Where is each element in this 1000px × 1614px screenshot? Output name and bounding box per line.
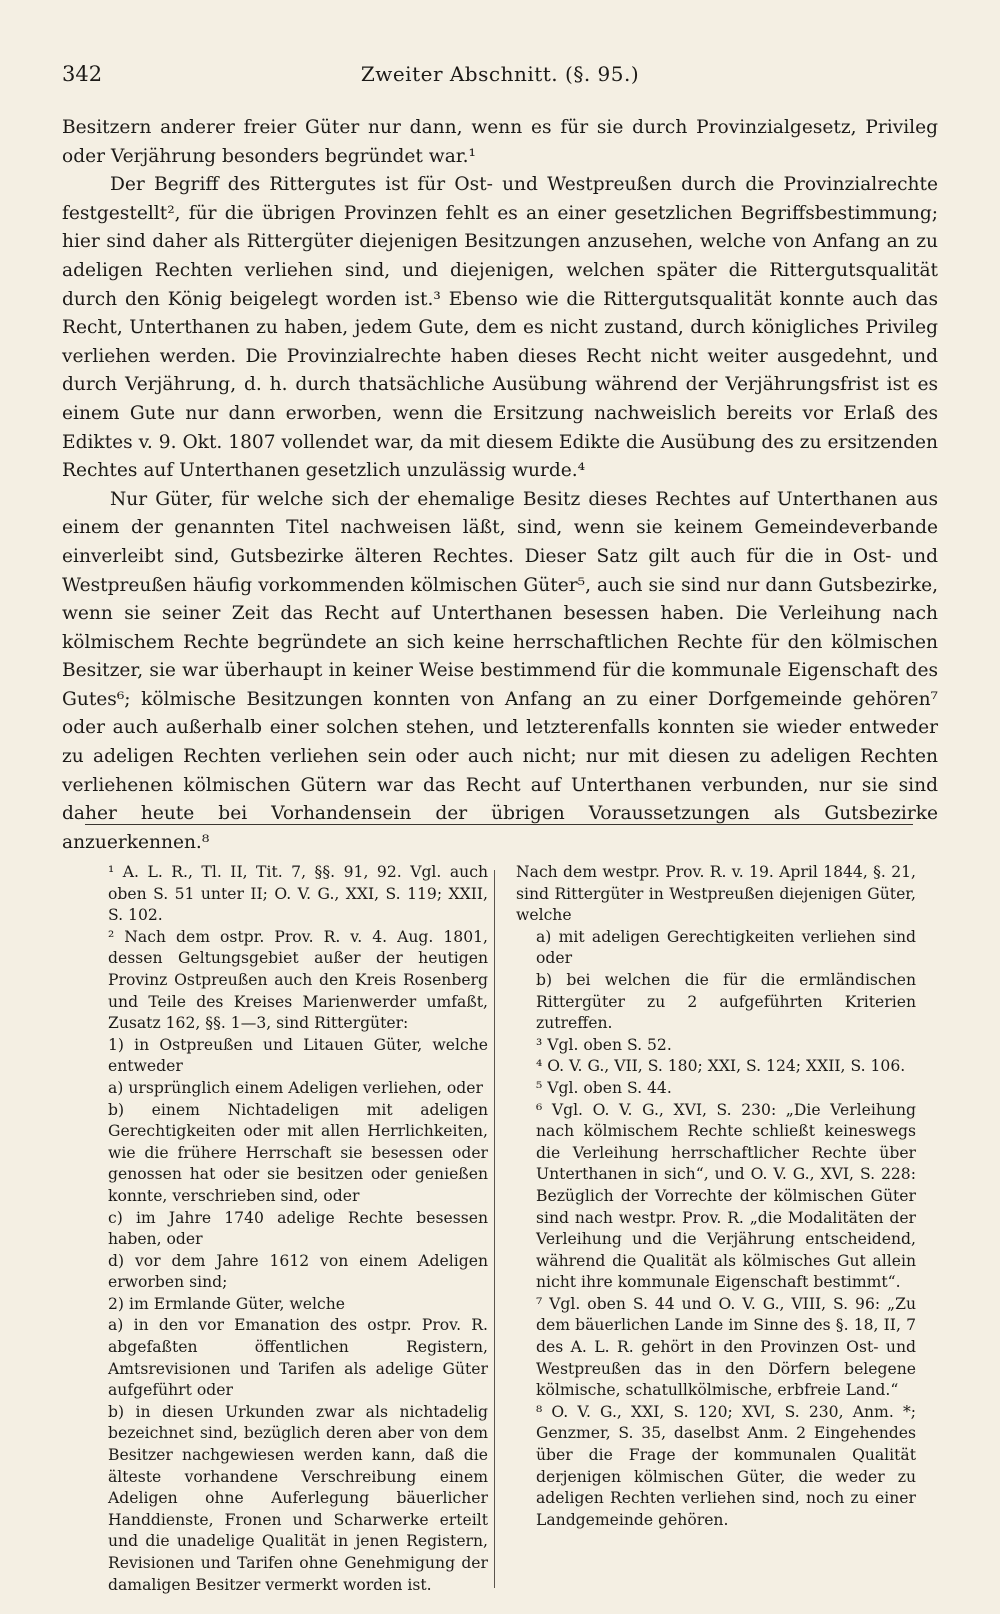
- footnote-entry: ⁸ O. V. G., XXI, S. 120; XVI, S. 230, Anm. *; Genzmer, S. 35, daselbst Anm. 2 Eingehendes über die Frage der kommunalen Qualität derjenigen kölmischen Güter, die weder zu adeligen Rechten verliehen sind, noch zu einer Landgemeinde gehören.: [536, 1402, 916, 1529]
- footnote-entry: b) in diesen Urkunden zwar als nichtadelig bezeichnet sind, bezüglich deren aber von dem Besitzer nachgewiesen werden kann, daß die älteste vorhandene Verschreibung einem Adeligen ohne Auferlegung bäuerlicher Handdienste, Fronen und Scharwerke erteilt und die unadelige Qualität in jenen Registern, Revisionen und Tarifen ohne Genehmigung der damaligen Besitzer vermerkt worden ist.: [108, 1402, 488, 1594]
- footnote-entry: 2) im Ermlande Güter, welche: [108, 1294, 346, 1313]
- footnote-entry: a) mit adeligen Gerechtigkeiten verliehen sind oder: [536, 927, 916, 968]
- footnotes-left-column: [88, 862, 488, 1596]
- paragraph: Nur Güter, für welche sich der ehemalige Besitz dieses Rechtes auf Unterthanen aus einem der genannten Titel nachweisen läßt, sind, wenn sie keinem Gemeindeverbande einverleibt sind, Gutsbezirke älteren Rechtes. Dieser Satz gilt auch für die in Ost- und Westpreußen häufig vorkommenden kölmischen Güter⁵, auch sie sind nur dann Gutsbezirke, wenn sie seiner Zeit das Recht auf Unterthanen besessen haben. Die Verleihung nach kölmischem Rechte begründete an sich keine herrschaftlichen Rechte für den kölmischen Besitzer, sie war überhaupt in keiner Weise bestimmend für die kommunale Eigenschaft des Gutes⁶; kölmische Besitzungen konnten von Anfang an zu einer Dorfgemeinde gehören⁷ oder auch außerhalb einer solchen stehen, und letzterenfalls konnten sie wieder entweder zu adeligen Rechten verliehen sein oder auch nicht; nur mit diesen zu adeligen Rechten verliehenen kölmischen Gütern war das Recht auf Unterthanen verbunden, nur sie sind daher heute bei Vorhandensein der übrigen Voraussetzungen als Gutsbezirke anzuerkennen.⁸: [62, 488, 938, 853]
- footnote-entry: ² Nach dem ostpr. Prov. R. v. 4. Aug. 1801, dessen Geltungsgebiet außer der heutigen Provinz Ostpreußen auch den Kreis Rosenberg und Teile des Kreises Marienwerder umfaßt, Zusatz 162, §§. 1—3, sind Rittergüter:: [108, 927, 488, 1033]
- page-number: 342: [62, 62, 103, 86]
- footnote-entry: 1) in Ostpreußen und Litauen Güter, welche entweder: [108, 1035, 488, 1076]
- footnotes-right-column: [516, 862, 916, 1596]
- footnote-entry: c) im Jahre 1740 adelige Rechte besessen haben, oder: [108, 1208, 488, 1249]
- paragraph: Der Begriff des Rittergutes ist für Ost- und Westpreußen durch die Provinzialrechte festgestellt², für die übrigen Provinzen fehlt es an einer gesetzlichen Begriffsbestimmung; hier sind daher als Rittergüter diejenigen Besitzungen anzusehen, welche von Anfang an zu adeligen Rechten verliehen sind, und diejenigen, welchen später die Rittergutsqualität durch den König beigelegt worden ist.³ Ebenso wie die Rittergutsqualität konnte auch das Recht, Unterthanen zu haben, jedem Gute, dem es nicht zustand, durch königliches Privileg verliehen werden. Die Provinzialrechte haben dieses Recht nicht weiter ausgedehnt, und durch Verjährung, d. h. durch thatsächliche Ausübung während der Verjährungsfrist ist es einem Gute nur dann erworben, wenn die Ersitzung nachweislich bereits vor Erlaß des Ediktes v. 9. Okt. 1807 vollendet war, da mit diesem Edikte die Ausübung des zu ersitzenden Rechtes auf Unterthanen gesetzlich unzulässig wurde.⁴: [62, 174, 938, 482]
- footnote-entry: Nach dem westpr. Prov. R. v. 19. April 1844, §. 21, sind Rittergüter in Westpreußen diejenigen Güter, welche: [516, 863, 916, 925]
- footnote-entry: ¹ A. L. R., Tl. II, Tit. 7, §§. 91, 92. Vgl. auch oben S. 51 unter II; O. V. G., XXI, S. 119; XXII, S. 102.: [108, 863, 488, 925]
- footnotes: [88, 862, 916, 1596]
- footnote-entry: b) bei welchen die für die ermländischen Rittergüter zu 2 aufgeführten Kriterien zutreffen.: [536, 970, 916, 1033]
- main-text: [62, 114, 938, 857]
- footnote-entry: a) in den vor Emanation des ostpr. Prov. R. abgefaßten öffentlichen Registern, Amtsrevisionen und Tarifen als adelige Güter aufgeführt oder: [108, 1316, 488, 1400]
- footnote-entry: ⁷ Vgl. oben S. 44 und O. V. G., VIII, S. 96: „Zu dem bäuerlichen Lande im Sinne des §. 18, II, 7 des A. L. R. gehört in den Provinzen Ost- und Westpreußen das in den Dörfern belegene kölmische, schatullkölmische, erbfreie Land.“: [536, 1294, 916, 1400]
- footnote-entry: d) vor dem Jahre 1612 von einem Adeligen erworben sind;: [108, 1251, 488, 1292]
- footnote-entry: a) ursprünglich einem Adeligen verliehen, oder: [108, 1078, 483, 1097]
- footnote-entry: ⁶ Vgl. O. V. G., XVI, S. 230: „Die Verleihung nach kölmischem Rechte schließt keineswegs die Verleihung herrschaftlicher Rechte über Unterthanen in sich“, und O. V. G., XVI, S. 228: Bezüglich der Vorrechte der kölmischen Güter sind nach westpr. Prov. R. „die Modalitäten der Verleihung und die Verjährung entscheidend, während die Qualität als kölmisches Gut allein nicht ihre kommunale Eigenschaft bestimmt“.: [536, 1100, 916, 1292]
- footnote-separator: [85, 824, 913, 825]
- footnote-entry: ⁵ Vgl. oben S. 44.: [536, 1078, 672, 1097]
- footnote-entry: ⁴ O. V. G., VII, S. 180; XXI, S. 124; XXII, S. 106.: [536, 1057, 906, 1076]
- running-title: Zweiter Abschnitt. (§. 95.): [360, 62, 640, 86]
- page-header: [62, 62, 938, 102]
- footnote-entry: b) einem Nichtadeligen mit adeligen Gerechtigkeiten oder mit allen Herrlichkeiten, wie die frühere Herrschaft sie besessen oder genossen hat oder sie besitzen oder genießen konnte, verschrieben sind, oder: [108, 1100, 488, 1205]
- footnote-entry: ³ Vgl. oben S. 52.: [536, 1035, 672, 1054]
- paragraph: Besitzern anderer freier Güter nur dann, wenn es für sie durch Provinzialgesetz, Privileg oder Verjährung besonders begründet war.¹: [62, 117, 938, 167]
